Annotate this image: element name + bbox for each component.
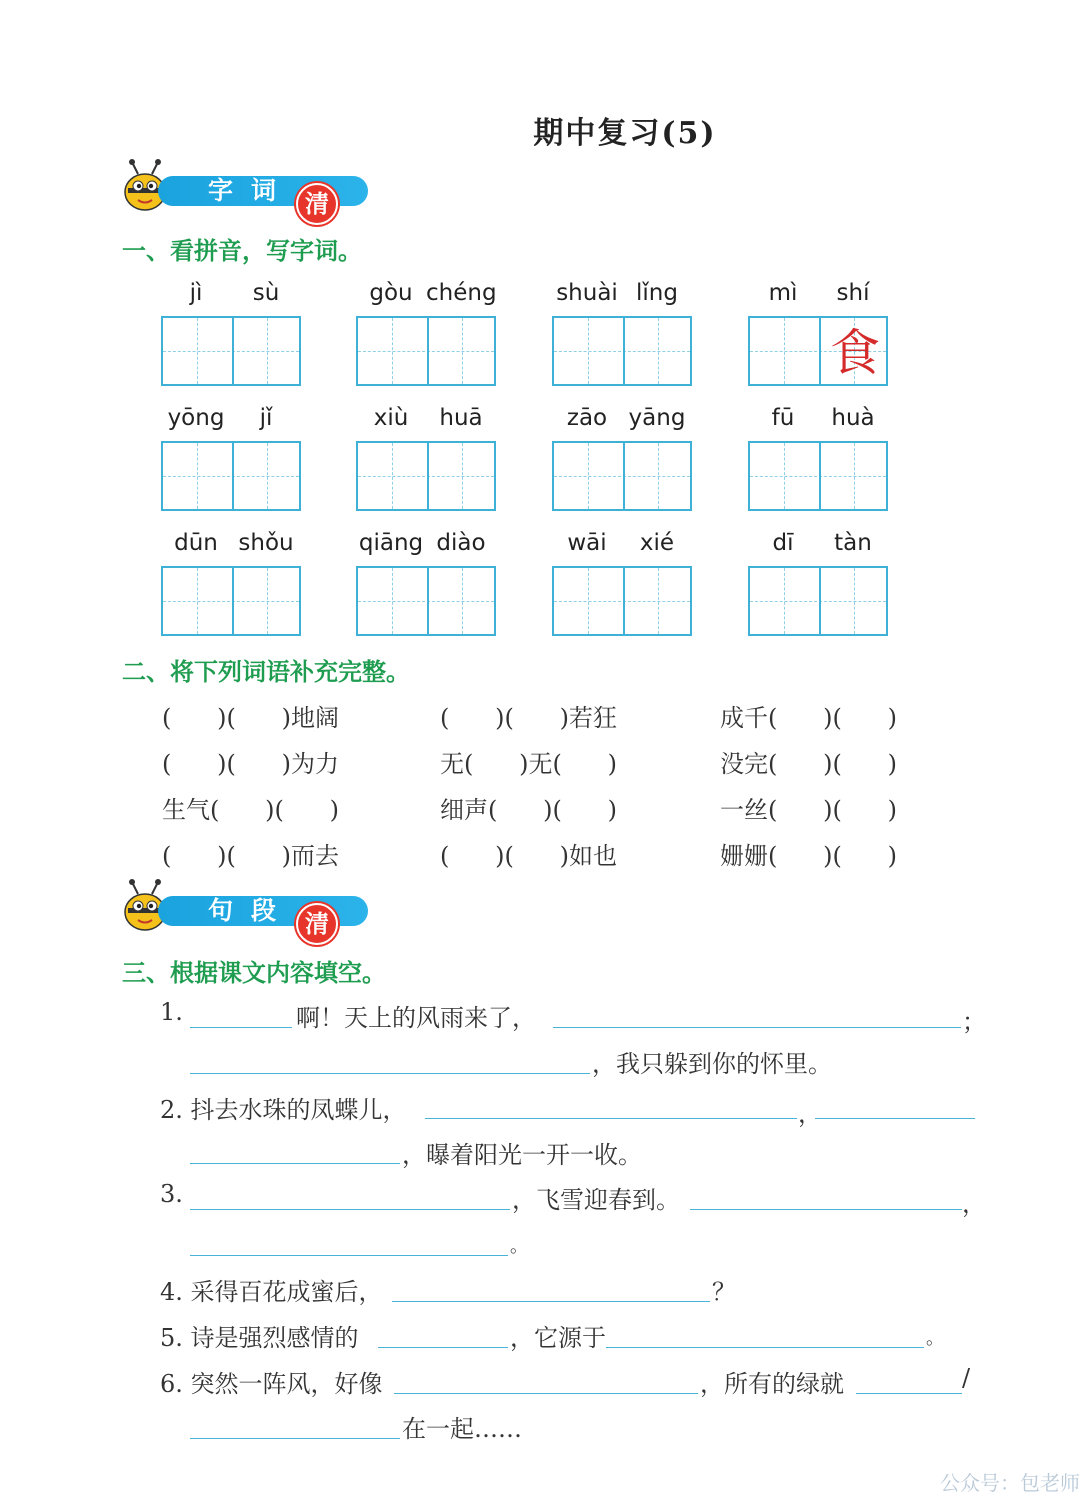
blank[interactable] — [190, 1437, 400, 1439]
banner-label: 句段 — [208, 896, 295, 925]
writing-grid[interactable] — [552, 566, 692, 636]
s4-end: ？ — [712, 1278, 736, 1306]
grid-char-2 — [624, 570, 694, 636]
idiom-item[interactable]: 无( )无( ) — [440, 750, 617, 778]
grid-char-2 — [428, 570, 498, 636]
grid-char-1 — [554, 570, 624, 636]
pinyin-syllable-1: mì — [768, 280, 798, 306]
grid-char-1 — [750, 445, 820, 511]
blank[interactable] — [815, 1117, 975, 1119]
s3-number: 3. — [160, 1180, 183, 1208]
idiom-item[interactable]: ( )( )若狂 — [440, 704, 617, 732]
section-banner-words — [120, 164, 380, 218]
grid-char-1 — [554, 320, 624, 386]
idiom-item[interactable]: 没完( )( ) — [720, 750, 897, 778]
pinyin-syllable-1: wāi — [567, 530, 607, 556]
watermark: 公众号：包老师 — [940, 1471, 1080, 1495]
blank[interactable] — [606, 1346, 924, 1348]
grid-char-2 — [233, 570, 303, 636]
banner-pill — [158, 896, 368, 938]
s6-mid: ，所有的绿就 — [700, 1370, 844, 1398]
writing-grid[interactable] — [552, 316, 692, 386]
pinyin-syllable-2: xié — [639, 530, 675, 556]
writing-grid[interactable] — [748, 441, 888, 511]
grid-char-2 — [233, 445, 303, 511]
pinyin-label — [356, 405, 496, 435]
idiom-item[interactable]: 生气( )( ) — [162, 796, 339, 824]
pinyin-syllable-2: huà — [831, 405, 875, 431]
idiom-item[interactable]: 姗姗( )( ) — [720, 842, 897, 870]
blank[interactable] — [553, 1026, 961, 1028]
pinyin-syllable-2: diào — [436, 530, 486, 556]
blank[interactable] — [190, 1208, 510, 1210]
pinyin-label — [748, 280, 888, 310]
pinyin-syllable-1: yōng — [167, 405, 225, 431]
blank[interactable] — [392, 1300, 710, 1302]
idiom-item[interactable]: 细声( )( ) — [440, 796, 617, 824]
pinyin-label — [748, 405, 888, 435]
q3-heading: 三、根据课文内容填空。 — [122, 959, 386, 987]
blank[interactable] — [394, 1392, 698, 1394]
grid-char-1 — [554, 445, 624, 511]
pinyin-label — [356, 280, 496, 310]
pinyin-label — [552, 280, 692, 310]
s2-end: ，曝着阳光一开一收。 — [402, 1141, 642, 1169]
s5-text: 5. 诗是强烈感情的 — [160, 1324, 359, 1352]
grid-char-1 — [163, 445, 233, 511]
grid-char-1 — [358, 445, 428, 511]
s1-end: ，我只躲到你的怀里。 — [592, 1050, 832, 1078]
page-title: 期中复习(5) — [533, 116, 717, 151]
idiom-item[interactable]: ( )( )地阔 — [162, 704, 339, 732]
pinyin-syllable-2: chéng — [426, 280, 497, 306]
s3-end: 。 — [510, 1236, 528, 1257]
s2-text: 2. 抖去水珠的凤蝶儿， — [160, 1096, 407, 1124]
pinyin-syllable-2: yāng — [628, 405, 686, 431]
q2-heading: 二、将下列词语补充完整。 — [122, 658, 410, 686]
grid-char-1 — [163, 320, 233, 386]
pinyin-syllable-2: tàn — [834, 530, 872, 556]
grid-char-1 — [163, 570, 233, 636]
s5-end: 。 — [926, 1328, 944, 1349]
pinyin-syllable-1: zāo — [566, 405, 608, 431]
grid-char-2 — [624, 320, 694, 386]
idiom-item[interactable]: 一丝( )( ) — [720, 796, 897, 824]
idiom-item[interactable]: ( )( )为力 — [162, 750, 339, 778]
pinyin-label — [748, 530, 888, 560]
blank[interactable] — [425, 1117, 797, 1119]
s1-number: 1. — [160, 998, 183, 1026]
grid-char-2: 食 — [830, 324, 880, 382]
s2-punct: ， — [798, 1100, 822, 1128]
pinyin-syllable-1: qiāng — [358, 530, 424, 556]
blank[interactable] — [190, 1254, 508, 1256]
idiom-item[interactable]: ( )( )如也 — [440, 842, 617, 870]
pinyin-syllable-2: shǒu — [238, 530, 294, 556]
blank[interactable] — [190, 1026, 292, 1028]
blank[interactable] — [378, 1346, 508, 1348]
s5-mid: ，它源于 — [510, 1324, 606, 1352]
badge-qing: 清 — [296, 183, 338, 225]
s6-slash: / — [962, 1364, 971, 1392]
s1-text: 啊！天上的风雨来了， — [296, 1004, 536, 1032]
s1-punct: ； — [962, 1008, 986, 1036]
writing-grid[interactable] — [356, 441, 496, 511]
writing-grid[interactable] — [356, 316, 496, 386]
grid-char-1 — [358, 320, 428, 386]
q1-heading: 一、看拼音，写字词。 — [122, 237, 362, 265]
pinyin-label — [552, 405, 692, 435]
grid-char-1 — [750, 320, 820, 386]
pinyin-syllable-1: jì — [189, 280, 203, 306]
s3-text: ，飞雪迎春到。 — [512, 1186, 680, 1214]
pinyin-syllable-1: shuài — [556, 280, 618, 306]
badge-qing: 清 — [296, 903, 338, 945]
pinyin-syllable-1: xiù — [373, 405, 409, 431]
s6-text: 6. 突然一阵风，好像 — [160, 1370, 383, 1398]
s6-end: 在一起…… — [402, 1415, 522, 1443]
s3-punct: ， — [962, 1190, 986, 1218]
pinyin-label — [552, 530, 692, 560]
pinyin-label — [161, 405, 301, 435]
pinyin-syllable-2: huā — [439, 405, 483, 431]
grid-char-2 — [428, 445, 498, 511]
pinyin-syllable-2: shí — [836, 280, 870, 306]
blank[interactable] — [690, 1208, 962, 1210]
idiom-item[interactable]: 成千( )( ) — [720, 704, 897, 732]
writing-grid[interactable] — [748, 316, 888, 386]
pinyin-syllable-1: gòu — [369, 280, 413, 306]
blank[interactable] — [190, 1072, 590, 1074]
writing-grid[interactable] — [161, 316, 301, 386]
blank[interactable] — [856, 1392, 962, 1394]
pinyin-syllable-1: dūn — [174, 530, 218, 556]
pinyin-syllable-2: lǐng — [636, 280, 678, 306]
pinyin-syllable-2: sù — [252, 280, 280, 306]
grid-char-2 — [820, 570, 890, 636]
pinyin-label — [356, 530, 496, 560]
idiom-item[interactable]: ( )( )而去 — [162, 842, 339, 870]
writing-grid[interactable] — [552, 441, 692, 511]
grid-char-2 — [624, 445, 694, 511]
grid-char-2 — [428, 320, 498, 386]
grid-char-1 — [358, 570, 428, 636]
grid-char-2 — [820, 445, 890, 511]
pinyin-label — [161, 530, 301, 560]
section-banner-sentences — [120, 884, 380, 938]
grid-char-2 — [233, 320, 303, 386]
writing-grid[interactable] — [356, 566, 496, 636]
writing-grid[interactable] — [748, 566, 888, 636]
writing-grid[interactable] — [161, 441, 301, 511]
pinyin-label — [161, 280, 301, 310]
blank[interactable] — [190, 1162, 400, 1164]
pinyin-syllable-1: fū — [771, 405, 795, 431]
pinyin-syllable-2: jǐ — [259, 405, 273, 431]
writing-grid[interactable] — [161, 566, 301, 636]
pinyin-syllable-1: dī — [772, 530, 794, 556]
banner-pill — [158, 176, 368, 218]
s4-text: 4. 采得百花成蜜后， — [160, 1278, 383, 1306]
banner-label: 字词 — [208, 176, 295, 205]
grid-char-1 — [750, 570, 820, 636]
